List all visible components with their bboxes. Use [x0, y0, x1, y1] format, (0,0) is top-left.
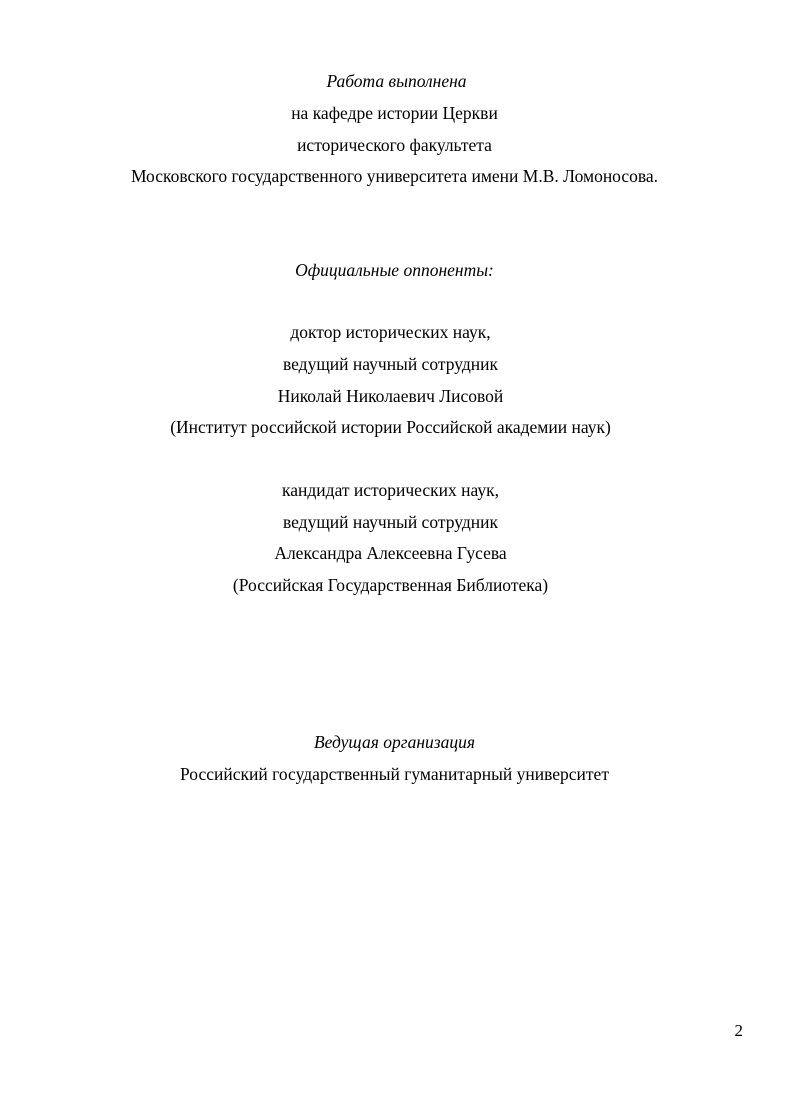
performed-department: на кафедре истории Церкви — [291, 103, 498, 123]
opponent-first-position: ведущий научный сотрудник — [282, 354, 499, 374]
opponent-second-degree: кандидат исторических наук, — [282, 480, 499, 500]
opponents-heading: Официальные оппоненты: — [295, 260, 494, 280]
opponent-second-name: Александра Алексеевна Гусева — [274, 543, 507, 563]
performed-university: Московского государственного университета имени М.В. Ломоносова. — [130, 166, 659, 186]
opponent-first-degree: доктор исторических наук, — [290, 322, 491, 342]
opponent-first-institution: (Институт российской истории Российской академии наук) — [170, 417, 611, 437]
opponent-second-institution: (Российская Государственная Библиотека) — [232, 575, 549, 595]
opponent-second-position: ведущий научный сотрудник — [282, 512, 499, 532]
leading-org-heading: Ведущая организация — [313, 732, 476, 752]
performed-heading: Работа выполнена — [326, 71, 467, 91]
page-number: 2 — [734, 1021, 743, 1040]
opponent-first-name: Николай Николаевич Лисовой — [277, 386, 504, 406]
leading-org-name: Российский государственный гуманитарный университет — [180, 764, 609, 784]
performed-faculty: исторического факультета — [297, 135, 492, 155]
